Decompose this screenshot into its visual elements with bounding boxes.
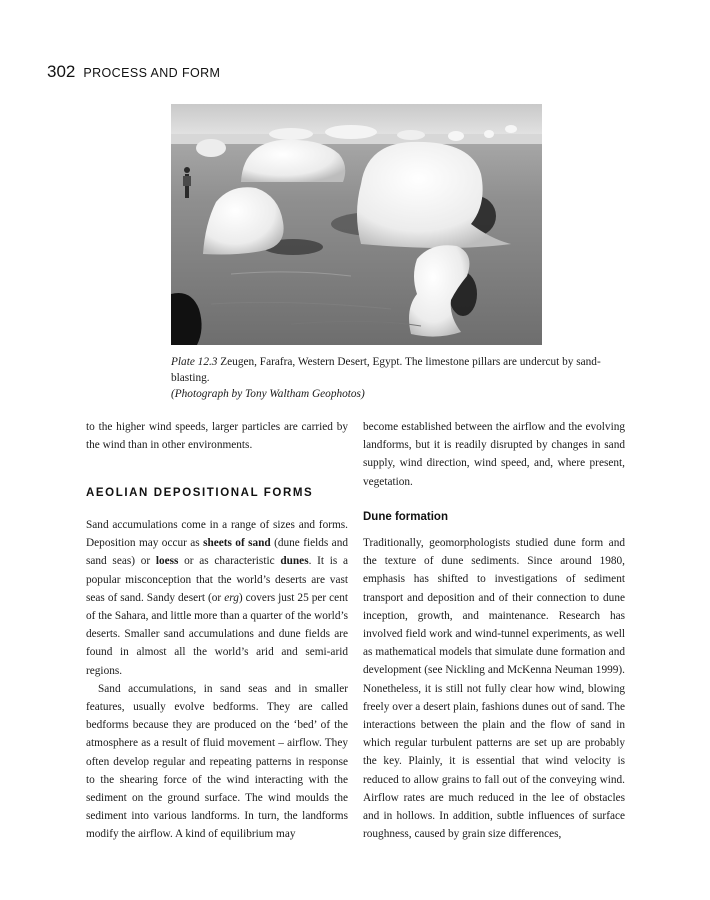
paragraph: to the higher wind speeds, larger particles are carried by the wind than in other environments. xyxy=(86,421,348,452)
plate-caption-text: Zeugen, Farafra, Western Desert, Egypt. The limestone pillars are undercut by sand-blasting. xyxy=(171,356,601,384)
plate-caption xyxy=(171,354,631,402)
italic-term: erg xyxy=(224,591,239,604)
paragraph: become established between the airflow and the evolving landforms, but it is readily disrupted by changes in sand supply, wind direction, wind speed, and, where present, vegetation. xyxy=(363,421,625,488)
left-column-body xyxy=(86,516,348,844)
key-term: sheets of sand xyxy=(203,537,271,550)
sub-heading: Dune formation xyxy=(363,511,448,523)
plate-photograph xyxy=(171,104,542,345)
photo-credit: (Photograph by Tony Waltham Geophotos) xyxy=(171,388,365,400)
paragraph: Sand accumulations come in a range of sizes and forms. Deposition may occur as sheets of sand (dune fields and sand seas) or loess or as characteristic dunes. It is a popular misconception that the world’s deserts are vast seas of sand. Sandy desert (or erg) covers just 25 per cent of the Sahara, and little more than a quarter of the world’s deserts. Smaller sand accumulations and dune fields are found in almost all the world’s arid and semi-arid regions. xyxy=(86,519,348,677)
key-term: dunes xyxy=(280,555,309,568)
plate-label: Plate 12.3 xyxy=(171,356,218,368)
section-heading: AEOLIAN DEPOSITIONAL FORMS xyxy=(86,487,314,499)
page-number: 302 xyxy=(47,62,76,81)
running-head xyxy=(47,62,220,86)
left-column-top xyxy=(86,418,348,454)
key-term: loess xyxy=(155,555,179,568)
right-column-top xyxy=(363,418,625,491)
right-column-body xyxy=(363,534,625,843)
paragraph: Sand accumulations, in sand seas and in smaller features, usually evolve bedforms. They are called bedforms because they are produced on the ‘bed’ of the atmosphere as a result of fluid movement – airflow. They often develop regular and repeating patterns in response to the shearing force of the wind interacting with the sediment on the ground surface. The wind moulds the sediment into various landforms. In turn, the landforms modify the airflow. A kind of equilibrium may xyxy=(86,682,348,841)
running-title: PROCESS AND FORM xyxy=(83,66,221,80)
paragraph: Traditionally, geomorphologists studied dune form and the texture of dune sediments. Since around 1980, emphasis has shifted to investigations of sediment transport and deposition and of their connection to dune inception, growth, and maintenance. Research has involved field work and wind-tunnel experiments, as well as mathematical models that simulate dune formation and development (see Nickling and McKenna Neuman 1999). Nonetheless, it is still not fully clear how wind, blowing freely over a desert plain, fashions dunes out of sand. The interactions between the plain and the flow of sand in which regular turbulent patterns are set up are probably the key. Plainly, it is essential that wind velocity is reduced to allow grains to fall out of the conveying wind. Airflow rates are much reduced in the lee of obstacles and in hollows. In addition, subtle influences of surface roughness, caused by grain size differences, xyxy=(363,537,625,841)
desert-pillars-photo xyxy=(171,104,542,345)
